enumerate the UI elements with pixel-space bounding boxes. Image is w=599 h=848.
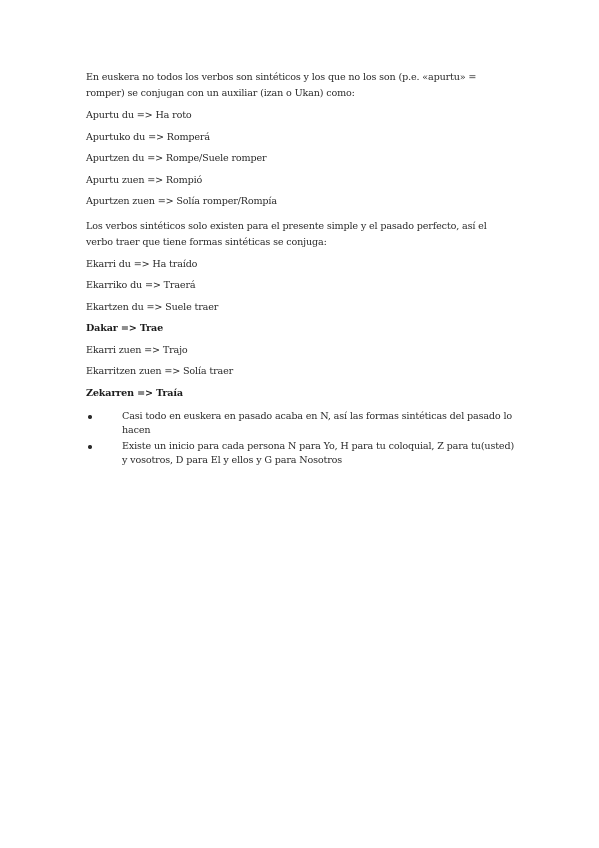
example-apurtu-du: Apurtu du => Ha roto	[86, 110, 192, 121]
document-page	[86, 70, 516, 470]
example-ekarritzen-zuen: Ekarritzen zuen => Solía traer	[86, 366, 234, 377]
bullet-item	[86, 440, 516, 468]
example-apurtuko-du: Apurtuko du => Romperá	[86, 131, 210, 143]
example-ekarri-du: Ekarri du => Ha traído	[86, 258, 198, 270]
second-paragraph: Los verbos sintéticos solo existen para el presente simple y el pasado perfecto, así el verbo traer que tiene formas sintéticas se conjuga:	[86, 220, 487, 248]
bullet-dot-icon	[88, 415, 92, 419]
example-ekarri-zuen: Ekarri zuen => Trajo	[86, 344, 188, 356]
example-apurtzen-du: Apurtzen du => Rompe/Suele romper	[86, 153, 267, 164]
bullet-text: Existe un inicio para cada persona N para Yo, H para tu coloquial, Z para tu(usted) y vosotros, D para El y ellos y G para Nosotros	[122, 441, 515, 466]
intro-paragraph: En euskera no todos los verbos son sintéticos y los que no los son (p.e. «apurtu» = romper) se conjugan con un auxiliar (izan o Ukan) como:	[86, 72, 477, 99]
bullet-list	[86, 410, 516, 468]
example-ekarriko-du: Ekarriko du => Traerá	[86, 280, 196, 291]
example-apurtu-zuen: Apurtu zuen => Rompió	[86, 174, 203, 186]
bullet-dot-icon	[88, 445, 92, 449]
bullet-item	[86, 410, 516, 438]
example-apurtzen-zuen: Apurtzen zuen => Solía romper/Rompía	[86, 196, 277, 207]
example-ekartzen-du: Ekartzen du => Suele traer	[86, 301, 219, 313]
bullet-text: Casi todo en euskera en pasado acaba en N, así las formas sintéticas del pasado lo hacen	[122, 411, 512, 436]
bold-zekarren: Zekarren => Traía	[86, 387, 183, 399]
bold-dakar: Dakar => Trae	[86, 323, 164, 334]
